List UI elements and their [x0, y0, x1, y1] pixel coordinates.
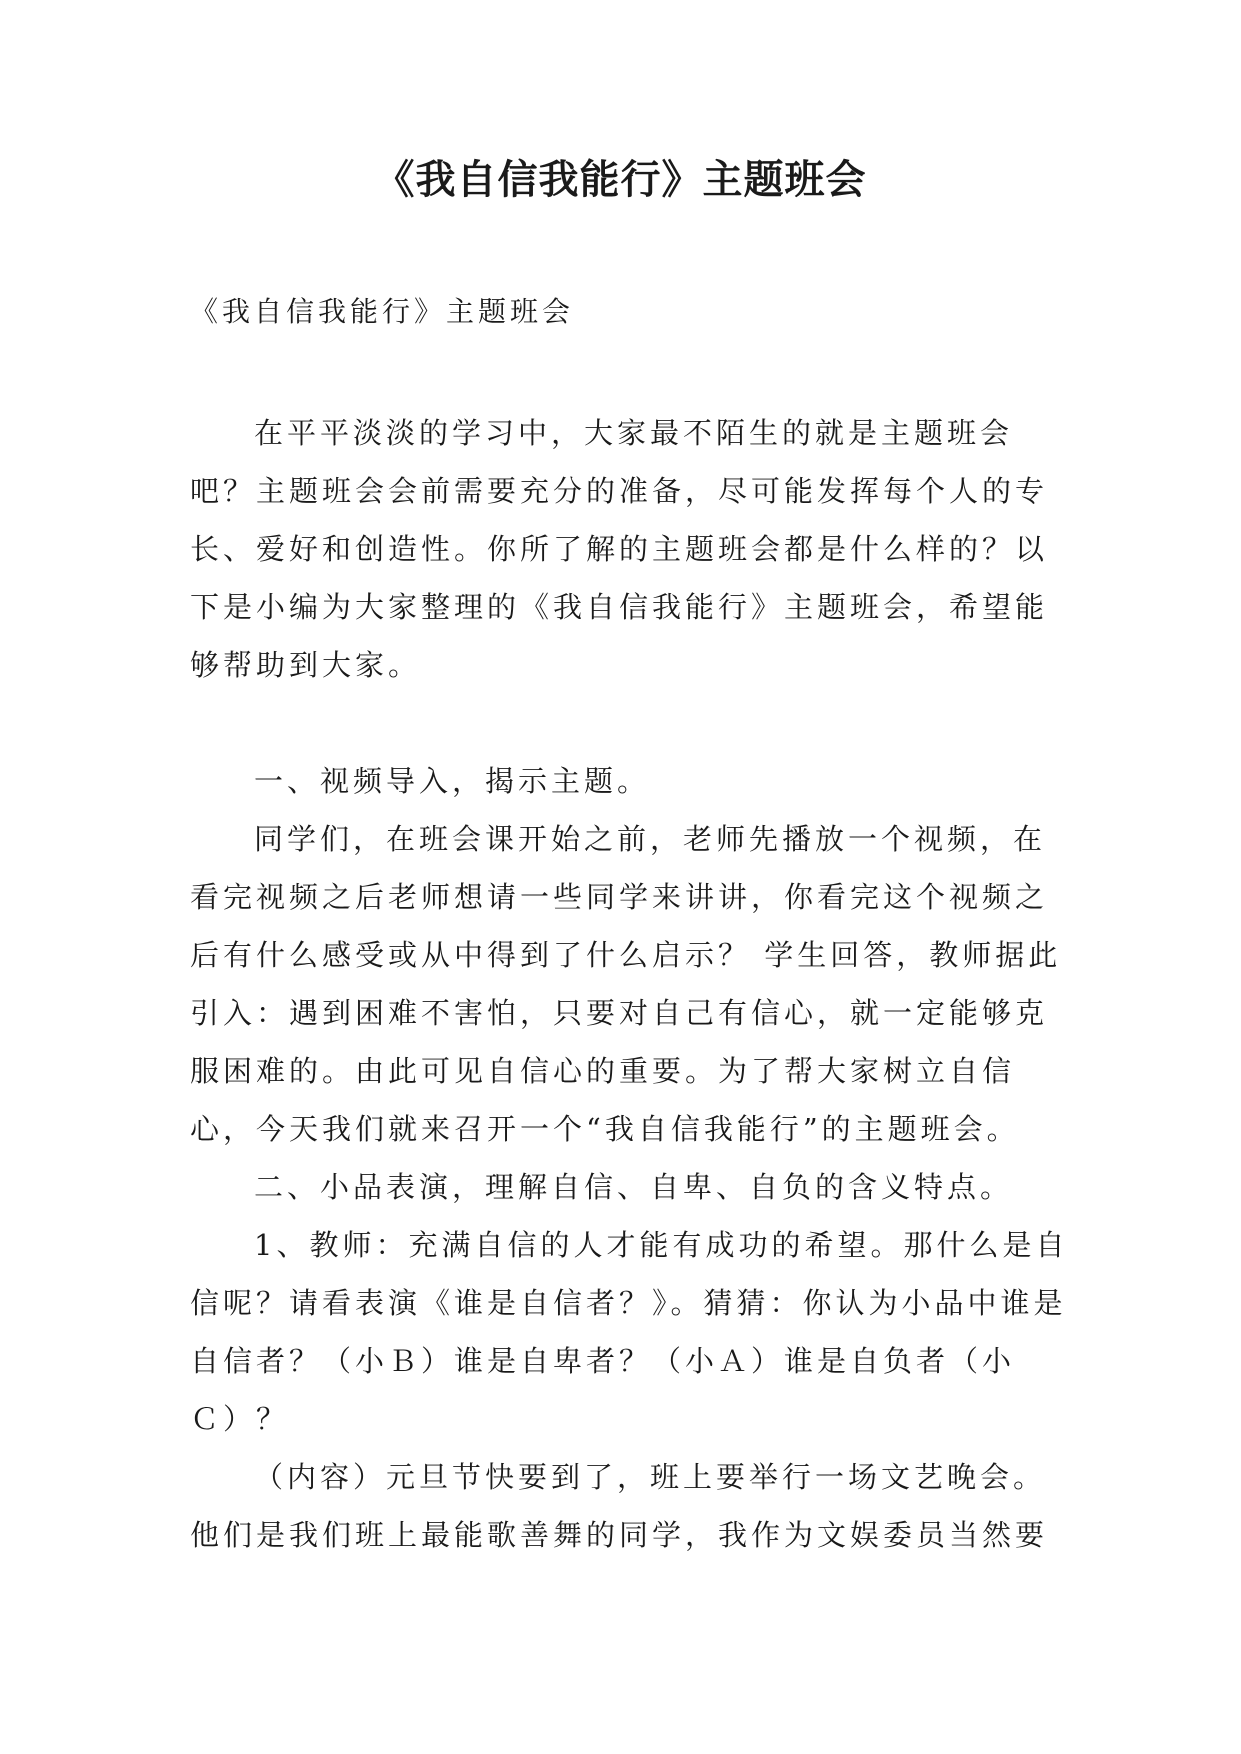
- document-subtitle: 《我自信我能行》主题班会: [190, 295, 575, 328]
- section-heading-1: 一、视频导入，揭示主题。: [254, 764, 651, 798]
- body-paragraph: （内容）元旦节快要到了，班上要举行一场文艺晚会。他们是我们班上最能歌善舞的同学，我作为文娱委员当然要: [190, 1460, 1049, 1552]
- document-title: 《我自信我能行》主题班会: [374, 157, 867, 203]
- main-section: [190, 752, 1070, 1564]
- intro-section: [190, 404, 1070, 694]
- intro-paragraph: 在平平淡淡的学习中，大家最不陌生的就是主题班会吧？主题班会会前需要充分的准备，尽可能发挥每个人的专长、爱好和创造性。你所了解的主题班会都是什么样的？以下是小编为大家整理的《我自信我能行》主题班会，希望能够帮助到大家。: [190, 416, 1049, 682]
- section-heading-2: 二、小品表演，理解自信、自卑、自负的含义特点。: [254, 1170, 1014, 1204]
- body-paragraph: 1、教师：充满自信的人才能有成功的希望。那什么是自信呢？请看表演《谁是自信者？》。猜猜：你认为小品中谁是自信者？（小Ｂ）谁是自卑者？（小Ａ）谁是自负者（小Ｃ）？: [190, 1228, 1069, 1436]
- body-paragraph: 同学们，在班会课开始之前，老师先播放一个视频，在看完视频之后老师想请一些同学来讲讲，你看完这个视频之后有什么感受或从中得到了什么启示？ 学生回答，教师据此引入：遇到困难不害怕，只要对自己有信心，就一定能够克服困难的。由此可见自信心的重要。为了帮大家树立自信心，今天我们就来召开一个“我自信我能行”的主题班会。: [190, 822, 1062, 1146]
